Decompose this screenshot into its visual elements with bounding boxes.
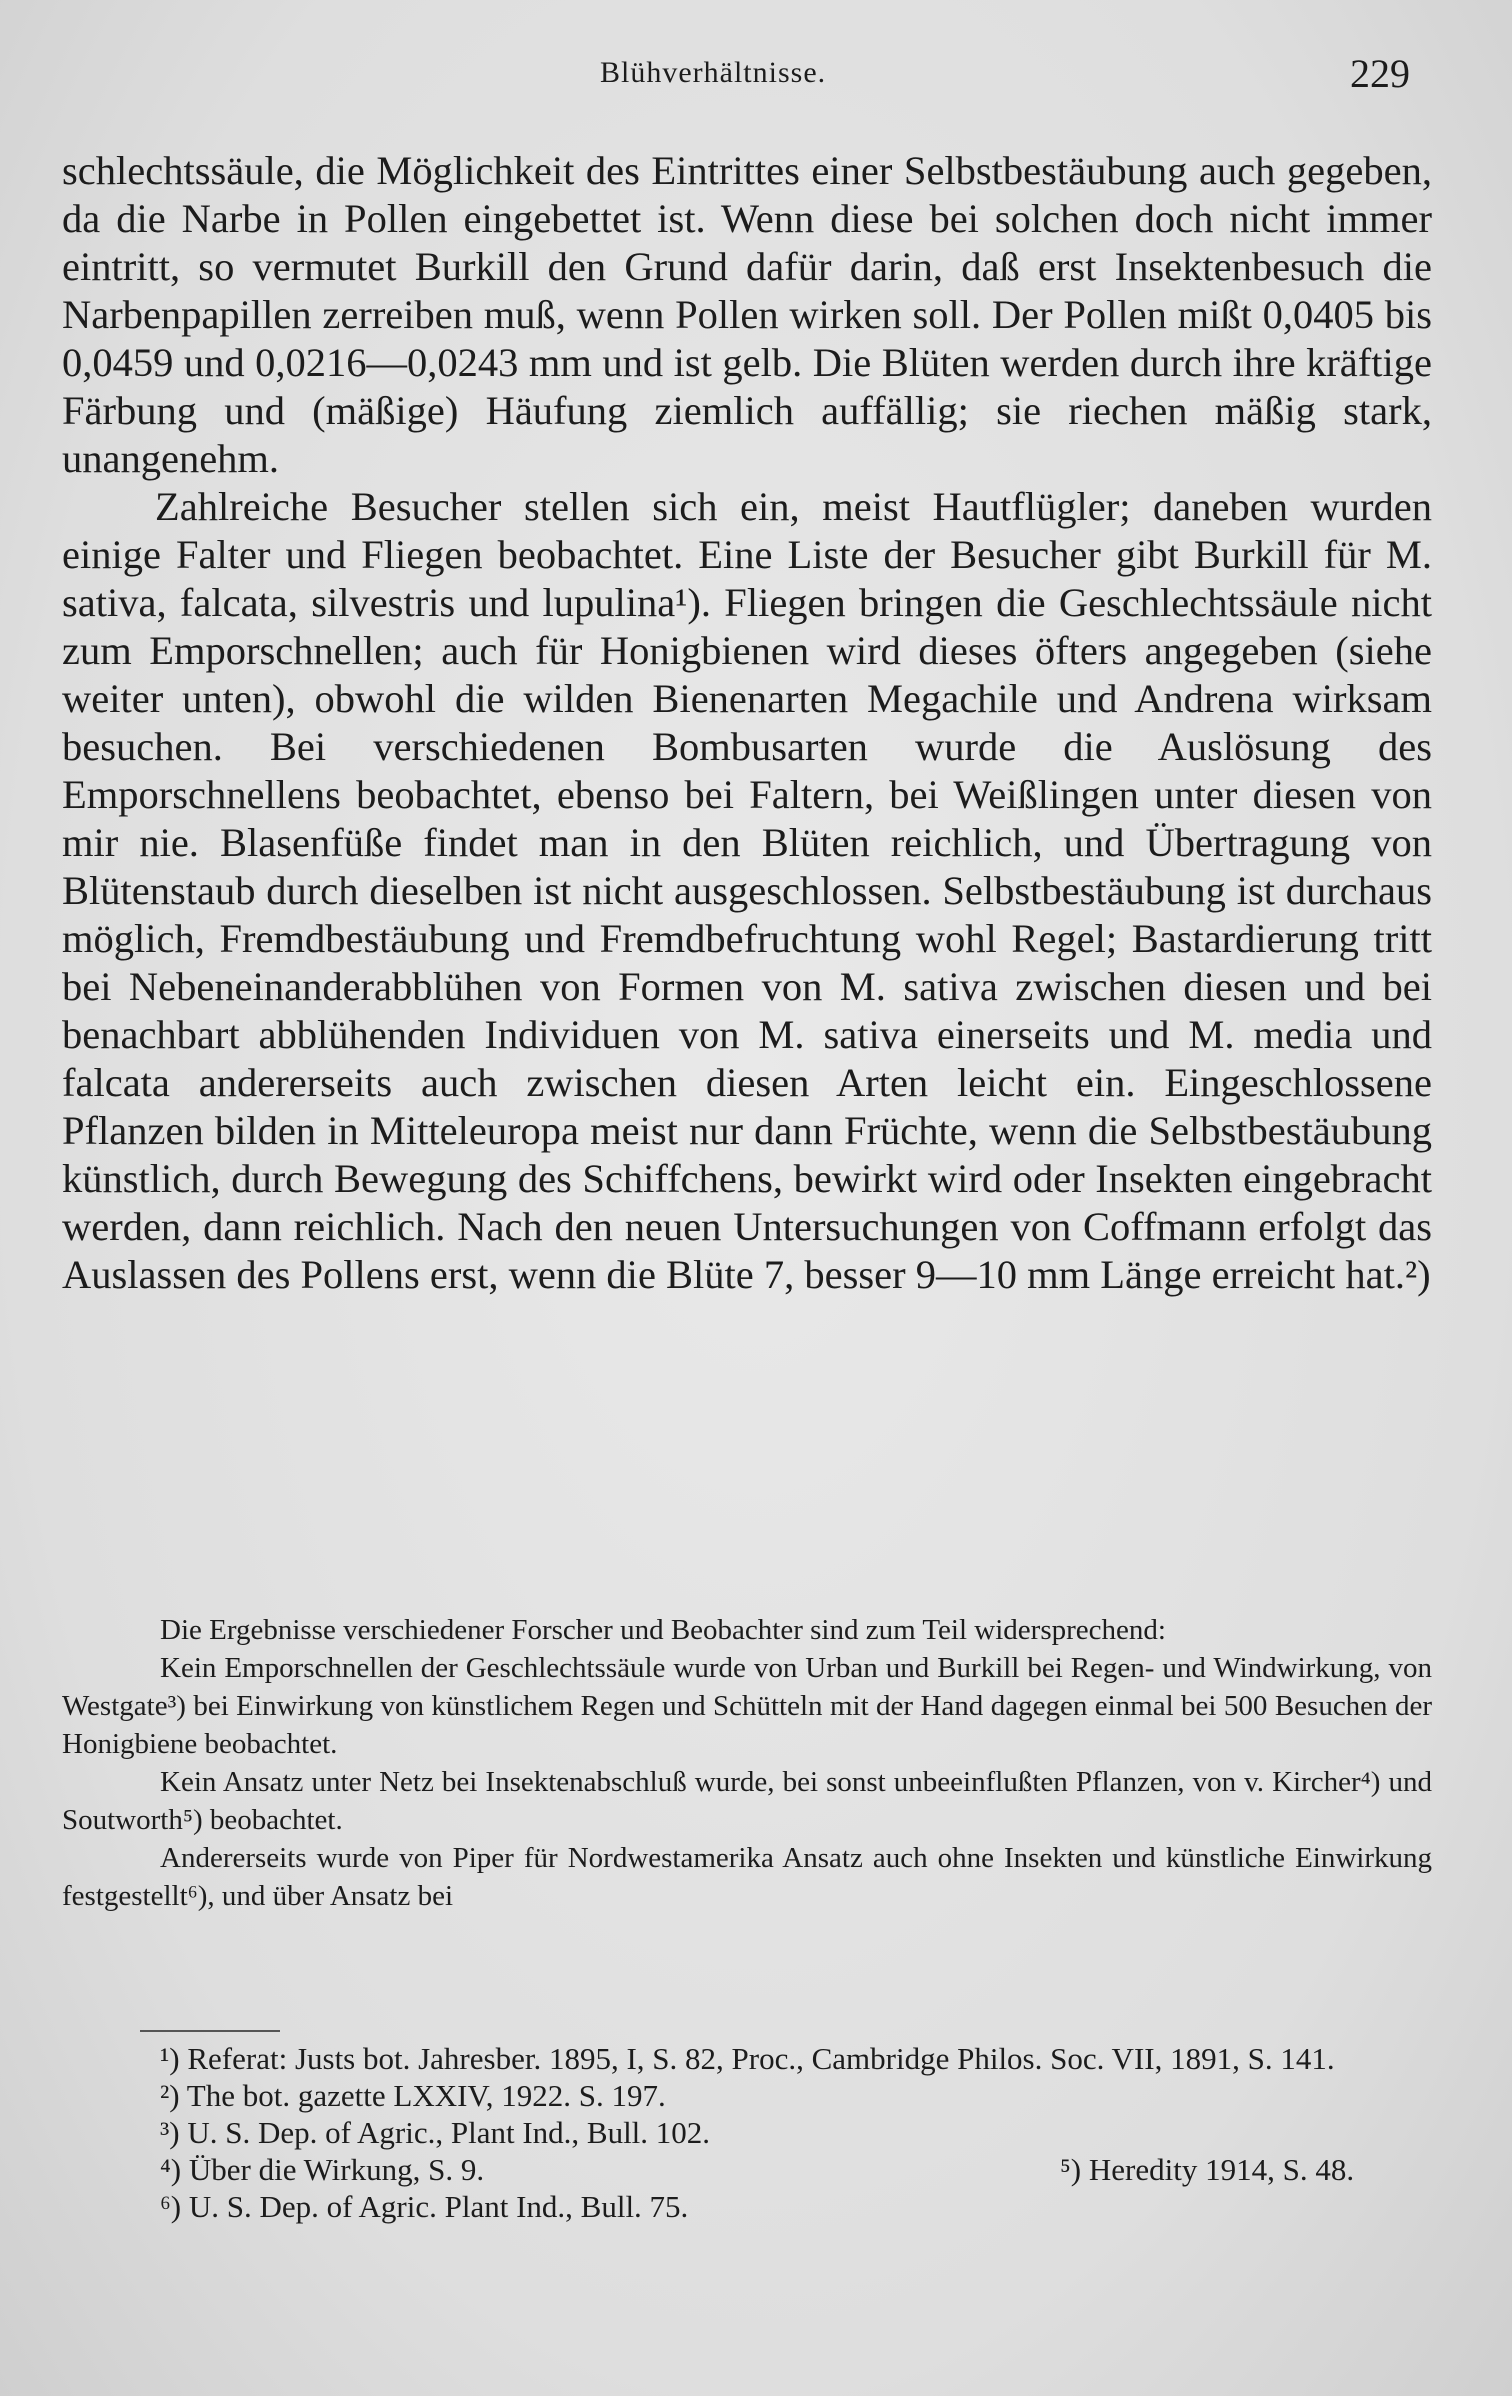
footnote-5: ⁵) Heredity 1914, S. 48. [1060, 2152, 1355, 2187]
main-text [62, 147, 1432, 1299]
notes-paragraph: Andererseits wurde von Piper für Nordwestamerika Ansatz auch ohne Insekten und künstliche Einwirkung festgestellt⁶), und über Ansatz bei [62, 1842, 1432, 1912]
footnotes [62, 2040, 1432, 2225]
body-paragraph: schlechtssäule, die Möglichkeit des Eintrittes einer Selbstbestäubung auch gegeben, da die Narbe in Pollen eingebettet ist. Wenn diese bei solchen doch nicht immer eintritt, so vermutet Burkill den Grund dafür darin, daß erst Insektenbesuch die Narbenpapillen zerreiben muß, wenn Pollen wirken soll. Der Pollen mißt 0,0405 bis 0,0459 und 0,0216—0,0243 mm und ist gelb. Die Blüten werden durch ihre kräftige Färbung und (mäßige) Häufung ziemlich auffällig; sie riechen mäßig stark, unangenehm. [62, 148, 1432, 481]
notes-paragraph: Die Ergebnisse verschiedener Forscher und Beobachter sind zum Teil widersprechend: [160, 1614, 1166, 1646]
footnote-row [62, 2151, 1432, 2188]
footnote-2: ²) The bot. gazette LXXIV, 1922. S. 197. [160, 2078, 666, 2113]
notes-paragraph: Kein Ansatz unter Netz bei Insektenabschluß wurde, bei sonst unbeeinflußten Pflanzen, von v. Kircher⁴) und Soutworth⁵) beobachtet. [62, 1766, 1432, 1836]
page-header [0, 48, 1512, 108]
footnote-divider [140, 2030, 280, 2032]
notes-paragraph: Kein Emporschnellen der Geschlechtssäule wurde von Urban und Burkill bei Regen- und Windwirkung, von Westgate³) bei Einwirkung von künstlichem Regen und Schütteln mit der Hand dagegen einmal bei 500 Besuchen der Honigbiene beobachtet. [62, 1652, 1432, 1760]
page-number: 229 [1350, 51, 1410, 96]
footnote-3: ³) U. S. Dep. of Agric., Plant Ind., Bull. 102. [160, 2115, 711, 2150]
running-title: Blühverhältnisse. [600, 56, 827, 89]
footnote-1: ¹) Referat: Justs bot. Jahresber. 1895, I, S. 82, Proc., Cambridge Philos. Soc. VII, 1891, S. 141. [160, 2041, 1335, 2076]
small-print-notes [62, 1611, 1432, 1915]
footnote-6: ⁶) U. S. Dep. of Agric. Plant Ind., Bull. 75. [160, 2189, 689, 2224]
footnote-4: ⁴) Über die Wirkung, S. 9. [160, 2152, 485, 2187]
body-paragraph: Zahlreiche Besucher stellen sich ein, meist Hautflügler; daneben wurden einige Falter und Fliegen beobachtet. Eine Liste der Besucher gibt Burkill für M. sativa, falcata, silvestris und lupulina¹). Fliegen bringen die Geschlechtssäule nicht zum Emporschnellen; auch für Honigbienen wird dieses öfters angegeben (siehe weiter unten), obwohl die wilden Bienenarten Megachile und Andrena wirksam besuchen. Bei verschiedenen Bombusarten wurde die Auslösung des Emporschnellens beobachtet, ebenso bei Faltern, bei Weißlingen unter diesen von mir nie. Blasenfüße findet man in den Blüten reichlich, und Übertragung von Blütenstaub durch dieselben ist nicht ausgeschlossen. Selbstbestäubung ist durchaus möglich, Fremdbestäubung und Fremdbefruchtung wohl Regel; Bastardierung tritt bei Nebeneinanderabblühen von Formen von M. sativa zwischen diesen und bei benachbart abblühenden Individuen von M. sativa einerseits und M. media und falcata andererseits auch zwischen diesen Arten leicht ein. Eingeschlossene Pflanzen bilden in Mitteleuropa meist nur dann Früchte, wenn die Selbstbestäubung künstlich, durch Bewegung des Schiffchens, bewirkt wird oder Insekten eingebracht werden, dann reichlich. Nach den neuen Untersuchungen von Coffmann erfolgt das Auslassen des Pollens erst, wenn die Blüte 7, besser 9—10 mm Länge erreicht hat.²) [62, 484, 1432, 1297]
